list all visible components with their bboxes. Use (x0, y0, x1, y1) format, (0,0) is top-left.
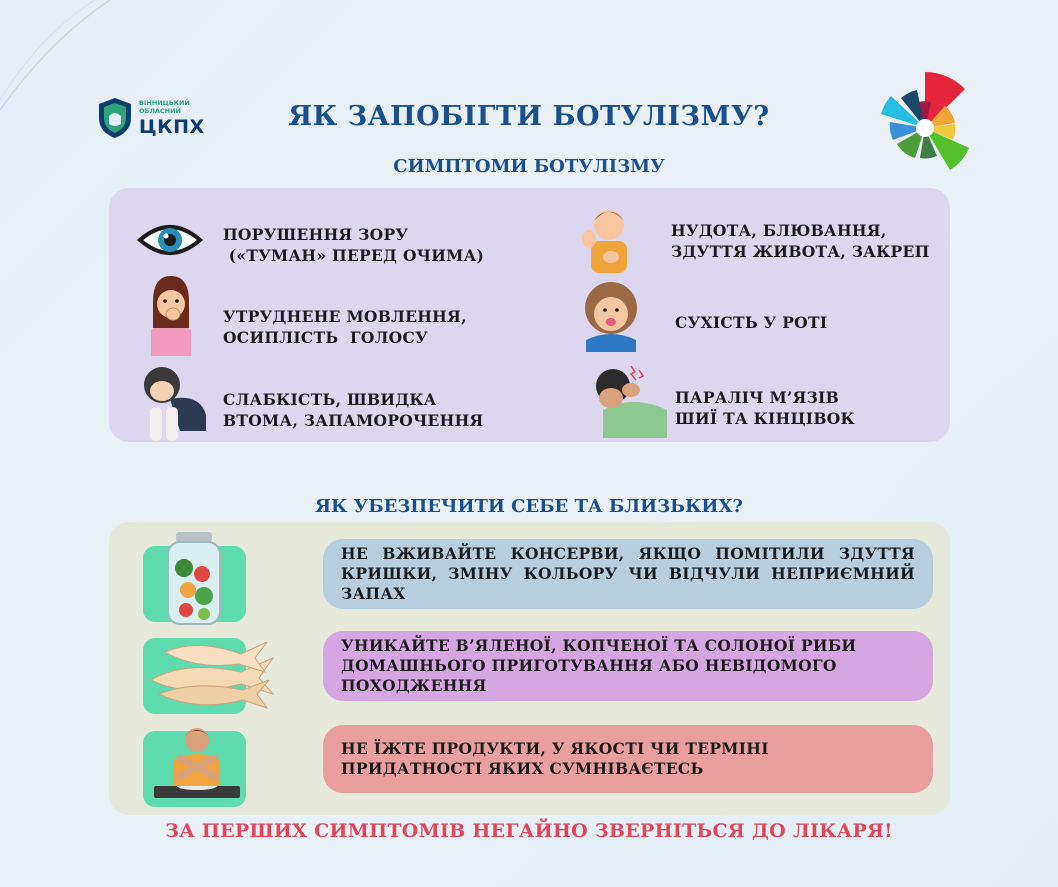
symptom-speech (223, 306, 467, 348)
symptom-speech-line1: УТРУДНЕНЕ МОВЛЕННЯ, (223, 307, 467, 326)
dry-mouth-person-icon (578, 278, 644, 352)
symptom-weakness-line2: ВТОМА, ЗАПАМОРОЧЕННЯ (223, 411, 484, 430)
symptom-dry-mouth: СУХІСТЬ У РОТІ (675, 313, 828, 332)
symptom-vision-line2: («ТУМАН» ПЕРЕД ОЧИМА) (223, 246, 485, 265)
symptom-nausea-line2: ЗДУТТЯ ЖИВОТА, ЗАКРЕП (671, 242, 930, 261)
refuse-food-person-icon (150, 724, 244, 800)
eye-icon (137, 220, 203, 260)
speech-difficulty-person-icon (143, 272, 199, 356)
dried-fish-icon (145, 632, 277, 712)
tip-doubtful-products: НЕ ЇЖТЕ ПРОДУКТИ, У ЯКОСТІ ЧИ ТЕРМІНІ ПРИДАТНОСТІ ЯКИХ СУМНІВАЄТЕСЬ (323, 725, 933, 793)
symptom-nausea (671, 220, 930, 262)
nausea-person-icon (577, 203, 639, 273)
tip-canned-food: НЕ ВЖИВАЙТЕ КОНСЕРВИ, ЯКЩО ПОМІТИЛИ ЗДУТТЯ КРИШКИ, ЗМІНУ КОЛЬОРУ ЧИ ВІДЧУЛИ НЕПРИЄМНИЙ ЗАПАХ (323, 539, 933, 609)
page-title: ЯК ЗАПОБІГТИ БОТУЛІЗМУ? (288, 101, 770, 132)
logo-subtitle: ВІННИЦЬКИЙ ОБЛАСНИЙ (139, 99, 190, 115)
symptom-nausea-line1: НУДОТА, БЛЮВАННЯ, (671, 221, 887, 240)
symptom-paralysis-line1: ПАРАЛІЧ М’ЯЗІВ (675, 388, 839, 407)
protection-heading: ЯК УБЕЗПЕЧИТИ СЕБЕ ТА БЛИЗЬКИХ? (315, 496, 743, 517)
tip-dried-fish: УНИКАЙТЕ В’ЯЛЕНОЇ, КОПЧЕНОЇ ТА СОЛОНОЇ РИБИ ДОМАШНЬОГО ПРИГОТУВАННЯ АБО НЕВІДОМОГО ПОХОДЖЕННЯ (323, 631, 933, 701)
symptoms-heading: СИМПТОМИ БОТУЛІЗМУ (393, 156, 665, 177)
doctor-warning: ЗА ПЕРШИХ СИМПТОМІВ НЕГАЙНО ЗВЕРНІТЬСЯ ДО ЛІКАРЯ! (165, 820, 893, 842)
weakness-person-icon (140, 363, 212, 443)
neck-pain-person-icon (573, 360, 671, 438)
symptom-paralysis-line2: ШИЇ ТА КІНЦІВОК (675, 409, 855, 428)
symptom-vision-line1: ПОРУШЕННЯ ЗОРУ (223, 225, 409, 244)
canned-jar-icon (162, 530, 226, 626)
symptom-weakness (223, 389, 484, 431)
logo-name: ЦКПХ (139, 116, 205, 138)
symptom-vision (223, 224, 484, 266)
symptom-paralysis (675, 387, 855, 429)
symptom-speech-line2: ОСИПЛІСТЬ ГОЛОСУ (223, 328, 428, 347)
symptom-weakness-line1: СЛАБКІСТЬ, ШВИДКА (223, 390, 437, 409)
